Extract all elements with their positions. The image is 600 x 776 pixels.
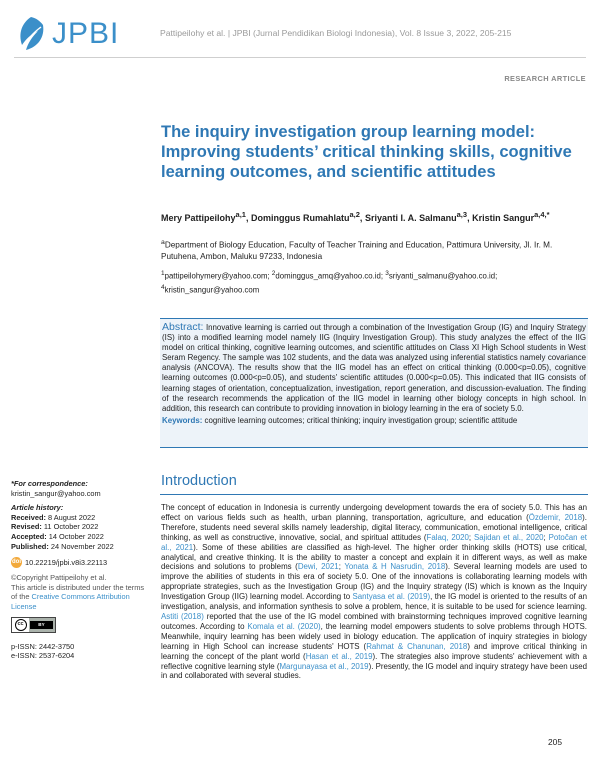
license-text: This article is distributed under the terms of the xyxy=(11,582,145,602)
e-issn: e-ISSN: 2537-6204 xyxy=(11,651,75,661)
author-emails xyxy=(161,268,581,295)
doi-row[interactable] xyxy=(11,557,151,568)
author-name: Kristin Sangur xyxy=(472,213,535,223)
citation-link[interactable]: Yonata & H Nasrudin, 2018 xyxy=(344,562,446,572)
correspondence-label: *For correspondence: xyxy=(11,479,88,488)
author-name: Dominggus Rumahlatu xyxy=(250,213,350,223)
author-name: Mery Pattipeilohy xyxy=(161,213,236,223)
header-citation: Pattipeilohy et al. | JPBI (Jurnal Pendidikan Biologi Indonesia), Vol. 8 Issue 3, 2022, 205-215 xyxy=(160,28,512,38)
body-text: , the IG model is oriented to the results of an investigation, analysis, and information synthesis to solve a problem, hence, it is suitable to be used for science learning. xyxy=(161,592,588,612)
citation-link[interactable]: Santyasa et al. (2019) xyxy=(352,592,431,602)
history-row-date: 24 November 2022 xyxy=(48,541,114,551)
citation-link[interactable]: Komala et al. (2020) xyxy=(247,621,321,631)
header-divider xyxy=(14,57,586,58)
abstract-text: Innovative learning is carried out through a combination of the Investigation Group (IG) and Inquiry Strategy (IS) into a modified learning model namely IIG (Inquiry Investigation Group). This study analyzes the effect of the IIG model on critical thinking, cognitive learning outcomes, and scientific attitudes on Class XI High School students in West Seram Regency. The sample was 102 students, and the data was analyzed using inferential statistics namely covariance analysis (ANCOVA). The results show that the IIG model has an effect on critical thinking (0.000<p=0.05), cognitive learning outcomes (0.000<p=0.05), and students' scientific attitudes (0.000<p=0.05). This indicated that IIG consists of learning stages of orientation, conceptualization, investigation, report generation, and discussion-evaluation. The finding of the research recommends the application of the IIG model in learning other biology concepts in high school. In addition, this research can contribute to providing innovation in biology learning in the era of society 5.0. xyxy=(162,323,586,413)
article-info-sidebar xyxy=(11,479,151,661)
author-affiliation-mark: a,3 xyxy=(456,210,468,219)
abstract-box xyxy=(160,318,588,448)
introduction-divider xyxy=(160,494,588,495)
author-email[interactable]: dominggus_amq@yahoo.co.id; xyxy=(275,271,386,281)
body-text: ; xyxy=(468,532,474,542)
copyright-line: ©Copyright Pattipeilohy et al. xyxy=(11,573,107,583)
citation-link[interactable]: Potočan et al., 2021 xyxy=(161,532,587,552)
citation-link[interactable]: Falaq, 2020 xyxy=(426,532,469,542)
author-email[interactable]: sriyanti_salmanu@yahoo.co.id; xyxy=(388,271,498,281)
keywords-text: cognitive learning outcomes; critical thinking; inquiry investigation group; scientific attitude xyxy=(202,415,518,425)
logo-text: JPBI xyxy=(52,17,120,50)
history-row-date: 14 October 2022 xyxy=(46,531,104,541)
history-row-label: Accepted: xyxy=(11,531,47,541)
author-email[interactable]: kristin_sangur@yahoo.com xyxy=(164,285,260,295)
correspondence-email[interactable]: kristin_sangur@yahoo.com xyxy=(11,488,101,498)
author-affiliation-mark: a,2 xyxy=(349,210,360,219)
citation-link[interactable]: Margunayasa et al., 2019 xyxy=(279,661,369,671)
author-separator: , xyxy=(359,213,365,223)
journal-logo xyxy=(14,12,154,56)
body-text: , the learning model empowers students to solve problems through HOTS. Meanwhile, inquiry learning has been widely used in biology education. The application of inquiry strategies in biology learning in High School can increase students' HOTS ( xyxy=(161,621,587,651)
body-text: ). Therefore, students need several skills namely leadership, digital literacy, communication, emotional intelligence, critical thinking, as well as constructive, innovative, social, and spiritual attitudes ( xyxy=(161,512,587,542)
affiliation-text: Department of Biology Education, Faculty of Teacher Training and Education, Pattimura University, Jl. Ir. M. Putuhena, Ambon, Maluku 97233, Indonesia xyxy=(161,240,553,261)
issn-block xyxy=(11,642,151,661)
article-type-label: RESEARCH ARTICLE xyxy=(504,74,586,83)
leaf-logo-icon xyxy=(14,15,48,53)
body-text: ). Several learning models are used to improve the abilities of students in this era of society 5.0. One of the innovations is collaborating learning models with appropriate strategies, such as the Investigation Group (IG) and the Inquiry strategy (IS) which is known as the Inquiry Investigation Group (IIG) learning model. According to xyxy=(161,562,587,602)
history-row xyxy=(11,513,151,523)
introduction-body xyxy=(161,503,587,681)
history-row-label: Published: xyxy=(11,541,49,551)
by-mark: BY xyxy=(38,621,45,627)
citation-link[interactable]: Astiti (2018) xyxy=(161,611,204,621)
citation-link[interactable]: Dewi, 2021 xyxy=(297,562,339,572)
history-row-label: Revised: xyxy=(11,522,42,532)
history-row xyxy=(11,542,151,552)
license-link[interactable]: Creative Commons Attribution License xyxy=(11,592,130,611)
abstract xyxy=(162,322,586,414)
by-icon xyxy=(30,621,53,629)
history-row xyxy=(11,522,151,532)
history-label: Article history: xyxy=(11,503,64,513)
author-email[interactable]: pattipeilohymery@yahoo.com; xyxy=(164,271,272,281)
citation-link[interactable]: Özdemir, 2018 xyxy=(528,512,583,522)
article-title: The inquiry investigation group learning model: Improving students’ critical thinking skills, cognitive learning outcomes, and scientific attitudes xyxy=(161,123,572,181)
affiliation xyxy=(161,237,581,262)
author-affiliation-mark: a,1 xyxy=(235,210,246,219)
body-text: ; xyxy=(338,562,345,572)
author-separator: , xyxy=(245,213,251,223)
body-text: ; xyxy=(543,532,549,542)
keywords-label: Keywords: xyxy=(162,415,203,425)
body-text: ). The strategies also improve students' achievement with a reflective cognitive learning style ( xyxy=(161,651,588,671)
body-text: ). Presently, the IG model and inquiry strategy have been used in and collaborated with several studies. xyxy=(161,661,587,681)
history-row-label: Received: xyxy=(11,512,46,522)
citation-link[interactable]: Sajidan et al., 2020 xyxy=(473,532,544,542)
author-affiliation-mark: a,4,* xyxy=(534,210,550,219)
history-row-date: 8 August 2022 xyxy=(45,512,96,522)
email-mark: 4 xyxy=(161,283,165,291)
introduction-heading: Introduction xyxy=(161,473,237,489)
cc-by-badge[interactable] xyxy=(11,617,56,633)
body-text: reported that the use of the IG model combined with brainstorming techniques improved cognitive learning outcomes. According to xyxy=(161,611,587,631)
body-text: ). Some of these abilities are classified as high-level. The higher order thinking skills (HOTS) use critical, analytical, and creative thinking. It is the ability to master a concept and explain it in different ways, as well as make decisions and solutions to problems ( xyxy=(161,542,587,572)
p-issn: p-ISSN: 2442-3750 xyxy=(11,641,75,651)
doi-link[interactable]: 10.22219/jpbi.v8i3.22113 xyxy=(25,557,108,567)
body-text: The concept of education in Indonesia is currently undergoing development towards the era of society 5.0. This has an effect on various fields such as health, urban planning, transportation, agriculture, and education ( xyxy=(161,503,587,522)
affiliation-mark: a xyxy=(161,239,165,246)
page-number: 205 xyxy=(548,737,562,747)
author-name: Sriyanti I. A. Salmanu xyxy=(364,213,457,223)
keywords xyxy=(162,416,586,426)
history-row-date: 11 October 2022 xyxy=(41,522,99,532)
copyright-notice xyxy=(11,573,151,611)
cc-mark: cc xyxy=(15,619,27,631)
email-mark: 3 xyxy=(385,270,389,277)
citation-link[interactable]: Hasan et al., 2019 xyxy=(305,651,373,661)
author-list xyxy=(161,209,581,224)
citation-link[interactable]: Rahmat & Chanunan, 2018 xyxy=(366,641,468,651)
cc-icon xyxy=(12,618,29,632)
author-separator: , xyxy=(467,213,473,223)
body-text: ) and improve critical thinking in learning the concept of the plant world ( xyxy=(161,641,587,661)
email-mark: 1 xyxy=(161,270,165,277)
abstract-label: Abstract: xyxy=(162,321,204,333)
email-mark: 2 xyxy=(271,270,276,277)
history-row xyxy=(11,532,151,542)
doi-icon: doi xyxy=(11,557,22,568)
